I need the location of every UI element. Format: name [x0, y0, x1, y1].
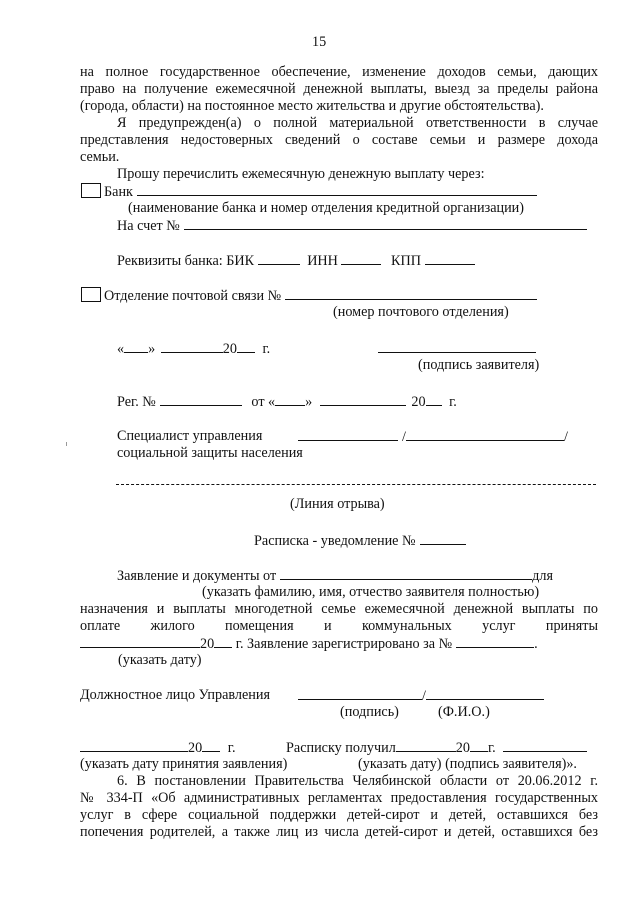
item6-line-2: № 334-П «Об административных регламентах предоставления государственных: [80, 790, 598, 806]
page-number: 15: [312, 34, 327, 50]
date-row: « » 20 г.: [117, 341, 271, 357]
signature-caption: (подпись заявителя): [418, 357, 540, 373]
receipt-line-3: оплате жилого помещения и коммунальных услуг приняты: [80, 618, 598, 634]
accepted-year-line[interactable]: [214, 635, 232, 648]
specialist-line-1: Специалист управления: [117, 428, 263, 444]
specialist-name-line[interactable]: [406, 428, 564, 441]
warning-line-2: представления недостоверных сведений о составе семьи и размере дохода: [80, 132, 598, 148]
official-sign-caption: (подпись): [340, 704, 399, 720]
specialist-line-2: социальной защиты населения: [117, 445, 303, 461]
intro-line-3: (города, области) на постоянное место жительства и другие обстоятельства).: [80, 98, 544, 114]
bottom-caption-right: (указать дату) (подпись заявителя)».: [358, 756, 577, 772]
bottom-date-line[interactable]: [80, 739, 188, 752]
bottom-caption-left: (указать дату принятия заявления): [80, 756, 288, 772]
bottom-date-row: 20 г.: [80, 739, 236, 756]
warning-line-3: семьи.: [80, 149, 120, 165]
intro-line-2: право на получение ежемесячной денежной выплаты, выезд за пределы района: [80, 81, 598, 97]
year-line[interactable]: [237, 340, 255, 353]
reg-year-line[interactable]: [426, 393, 442, 406]
applicant-fio-line[interactable]: [280, 567, 532, 580]
requisites-row: Реквизиты банка: БИК ИНН КПП: [117, 252, 475, 269]
bik-line[interactable]: [258, 252, 300, 265]
post-checkbox[interactable]: [81, 287, 101, 302]
received-sign-line[interactable]: [503, 739, 587, 752]
reg-month-line[interactable]: [320, 393, 406, 406]
account-line[interactable]: [184, 217, 587, 230]
received-date-line[interactable]: [396, 739, 456, 752]
post-caption: (номер почтового отделения): [333, 304, 509, 320]
item6-line-1: 6. В постановлении Правительства Челябинской области от 20.06.2012 г.: [117, 773, 598, 789]
day-line[interactable]: [124, 340, 148, 353]
reg-row: Рег. № от « » 20 г.: [117, 394, 457, 410]
official-sign-line[interactable]: [298, 687, 422, 700]
inn-line[interactable]: [341, 252, 381, 265]
account-row: На счет №: [117, 217, 587, 234]
bottom-year-line[interactable]: [202, 739, 220, 752]
item6-line-3: услуг в сфере социальной поддержки детей-сирот и детей, оставшихся без: [80, 807, 598, 823]
registered-number-line[interactable]: [456, 635, 534, 648]
bank-label: Банк: [104, 183, 537, 200]
post-number-line[interactable]: [285, 287, 537, 300]
item6-line-4: попечения родителей, а также лиц из числа детей-сирот и детей, оставшихся без: [80, 824, 598, 840]
signature-line[interactable]: [378, 340, 536, 353]
fio-caption: (указать фамилию, имя, отчество заявителя полностью): [202, 584, 540, 600]
kpp-line[interactable]: [425, 252, 475, 265]
reg-number-line[interactable]: [160, 393, 242, 406]
cut-line-label: (Линия отрыва): [290, 496, 385, 512]
receipt-number-line[interactable]: [420, 532, 466, 545]
accepted-date-line[interactable]: [80, 635, 200, 648]
received-year-line[interactable]: [470, 739, 488, 752]
month-line[interactable]: [161, 340, 223, 353]
receipt-line-4: 20 г. Заявление зарегистрировано за № .: [80, 635, 538, 652]
specialist-sign-line[interactable]: [298, 428, 398, 441]
official-fio-caption: (Ф.И.О.): [438, 704, 490, 720]
date-caption: (указать дату): [118, 652, 202, 668]
receipt-line-2: назначения и выплаты многодетной семье ежемесячной денежной выплаты по: [80, 601, 598, 617]
receipt-from-row: Заявление и документы от для: [117, 568, 553, 584]
official-label: Должностное лицо Управления: [80, 687, 270, 703]
bank-caption: (наименование банка и номер отделения кредитной организации): [128, 200, 525, 216]
receipt-title: Расписка - уведомление №: [254, 532, 466, 549]
bank-name-line[interactable]: [137, 183, 537, 196]
post-label: Отделение почтовой связи №: [104, 287, 537, 304]
intro-line-1: на полное государственное обеспечение, изменение доходов семьи, дающих: [80, 64, 598, 80]
request-text: Прошу перечислить ежемесячную денежную выплату через:: [117, 166, 485, 182]
reg-day-line[interactable]: [275, 393, 305, 406]
warning-line-1: Я предупрежден(а) о полной материальной ответственности в случае: [117, 115, 598, 131]
received-row: Расписку получил 20 г.: [286, 739, 587, 756]
cut-line: [116, 484, 596, 485]
official-fio-line[interactable]: [426, 687, 544, 700]
scan-speck: [66, 442, 67, 446]
bank-checkbox[interactable]: [81, 183, 101, 198]
